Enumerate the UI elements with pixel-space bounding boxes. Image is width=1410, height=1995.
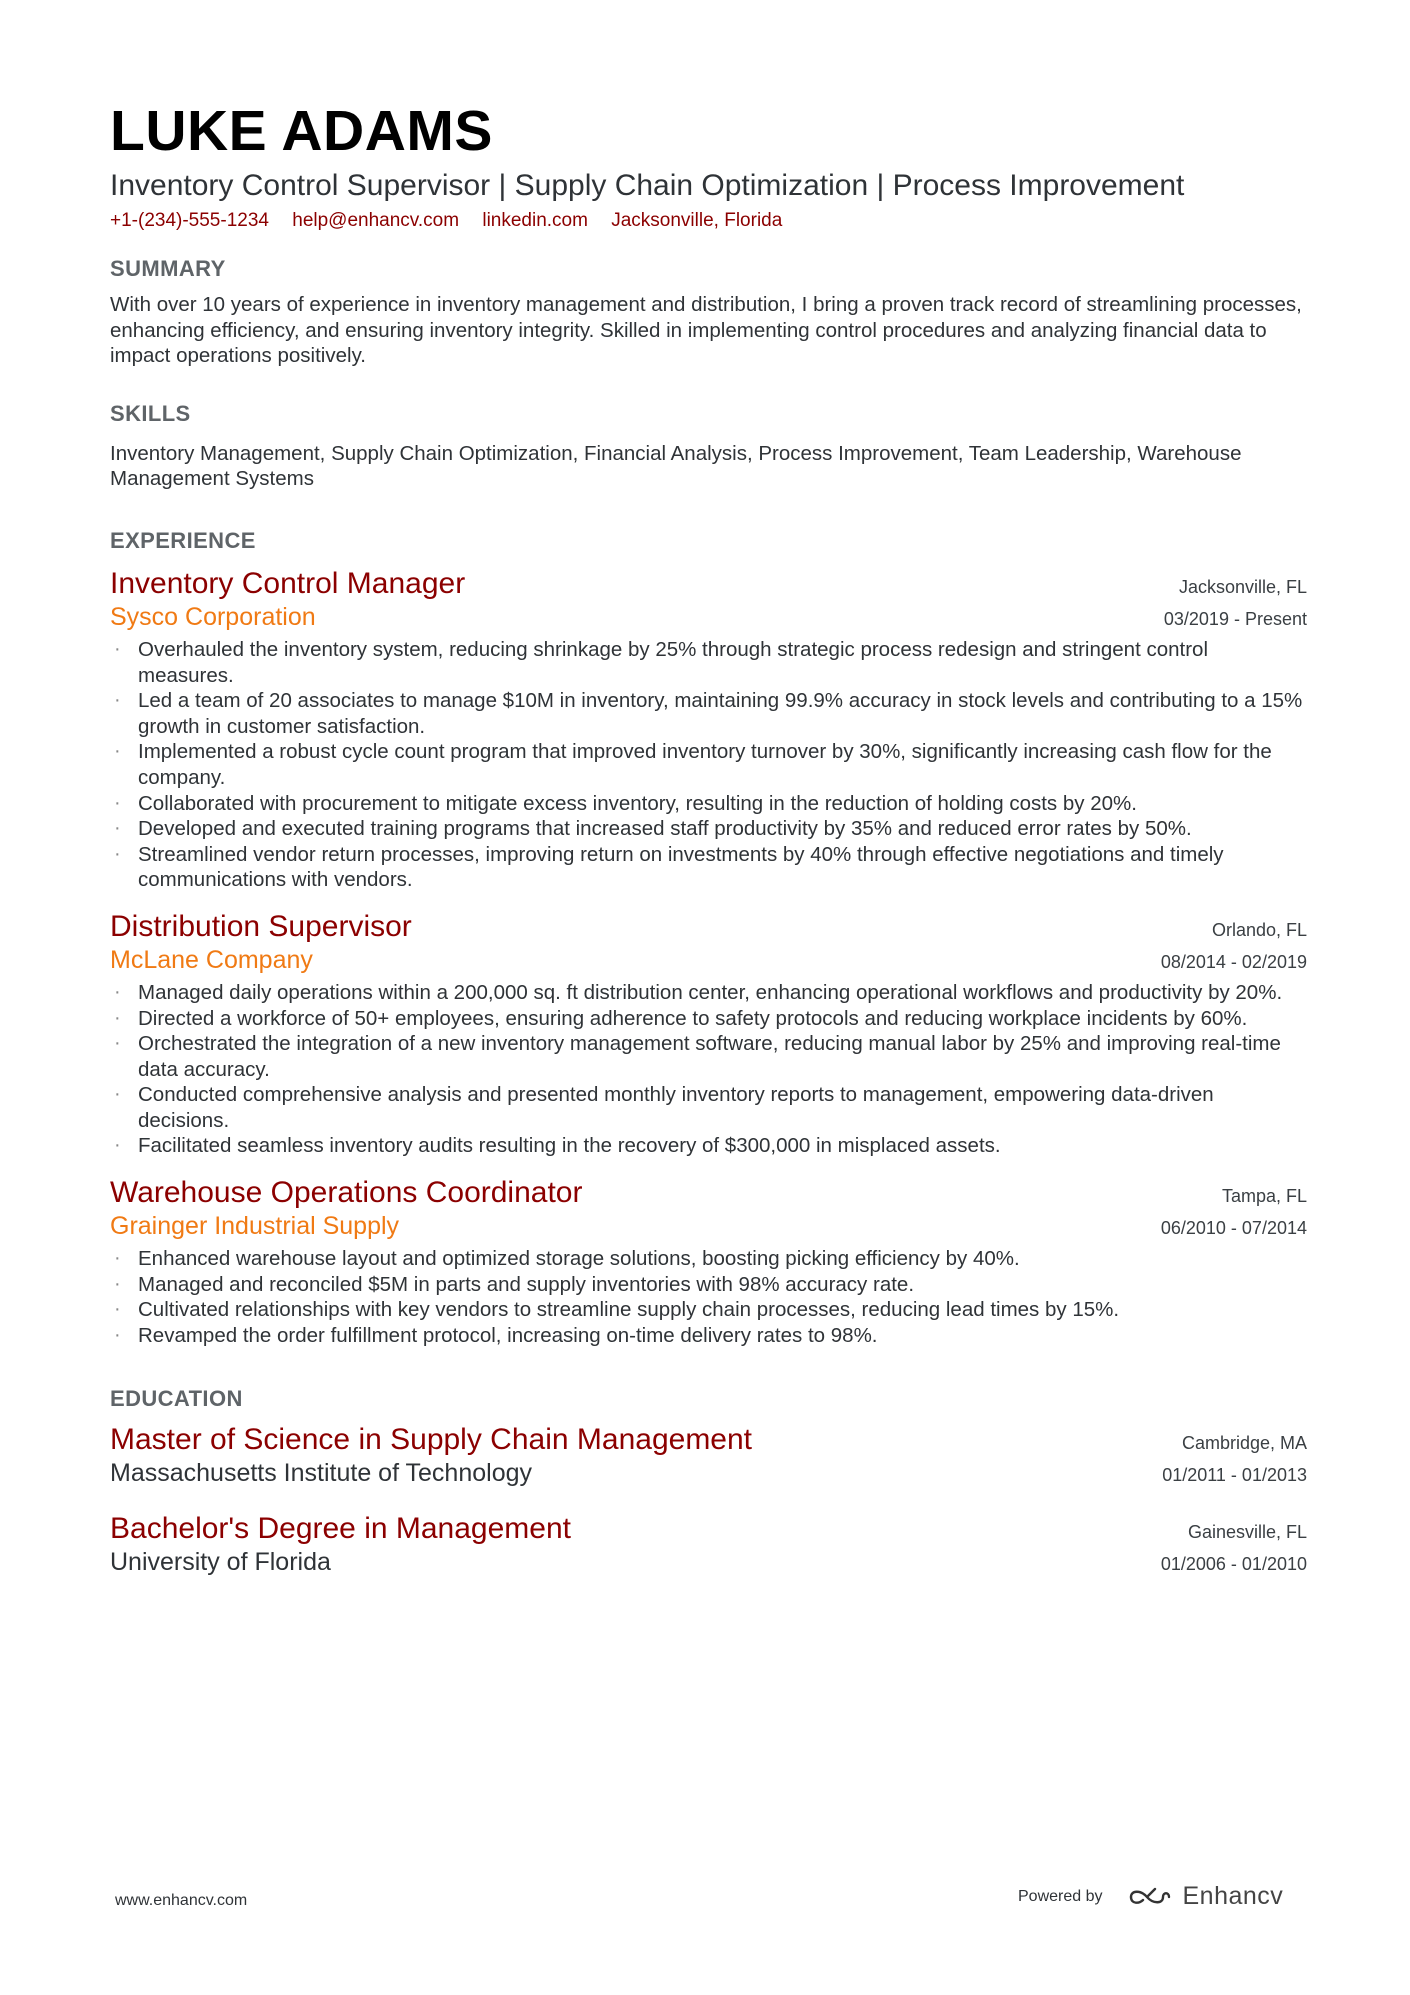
job-entry: [110, 909, 1307, 1159]
contact-line: [110, 208, 1307, 234]
contact-location: Jacksonville, Florida: [611, 210, 783, 231]
job-location: Jacksonville, FL: [1178, 576, 1307, 597]
bullet-item: · Managed daily operations within a 200,000 sq. ft distribution center, enhancing operational workflows and productivity by 20%.: [110, 980, 1307, 1006]
contact-linkedin[interactable]: linkedin.com: [482, 210, 588, 231]
education-section: [110, 1384, 1307, 1578]
contact-phone[interactable]: +1-(234)-555-1234: [110, 210, 269, 231]
job-location: Tampa, FL: [1221, 1186, 1307, 1207]
summary-text: With over 10 years of experience in inventory management and distribution, I bring a proven track record of streamlining processes, enhancing efficiency, and ensuring inventory integrity. Skilled in implementing control procedures and analyzing financial data to impact operations positively.: [110, 293, 1302, 368]
brand-name: Enhancv: [1182, 1882, 1284, 1910]
education-dates: 01/2006 - 01/2010: [1160, 1554, 1307, 1575]
school-name: University of Florida: [110, 1548, 331, 1577]
job-role: Inventory Control Manager: [110, 566, 466, 600]
bullet-item: · Implemented a robust cycle count program that improved inventory turnover by 30%, significantly increasing cash flow for the company.: [110, 739, 1307, 790]
summary-heading: SUMMARY: [110, 256, 226, 281]
job-role: Distribution Supervisor: [110, 909, 412, 943]
candidate-title: Inventory Control Supervisor | Supply Chain Optimization | Process Improvement: [110, 169, 1185, 202]
summary-section: [110, 254, 1307, 369]
degree-title: Master of Science in Supply Chain Management: [110, 1423, 753, 1457]
job-bullets: [110, 1246, 1307, 1348]
school-name: Massachusetts Institute of Technology: [110, 1459, 532, 1488]
degree-title: Bachelor's Degree in Management: [110, 1512, 571, 1546]
bullet-item: · Directed a workforce of 50+ employees, ensuring adherence to safety protocols and reducing workplace incidents by 60%.: [110, 1006, 1307, 1032]
skills-text: Inventory Management, Supply Chain Optimization, Financial Analysis, Process Improvement, Team Leadership, Warehouse Management Systems: [110, 441, 1242, 491]
job-bullets: [110, 980, 1307, 1159]
bullet-item: · Revamped the order fulfillment protocol, increasing on-time delivery rates to 98%.: [110, 1323, 1307, 1349]
bullet-item: · Collaborated with procurement to mitigate excess inventory, resulting in the reduction of holding costs by 20%.: [110, 791, 1307, 817]
job-dates: 06/2010 - 07/2014: [1160, 1218, 1307, 1239]
resume-header: [110, 98, 1307, 234]
job-company: McLane Company: [110, 945, 313, 974]
job-entry: [110, 566, 1307, 893]
bullet-item: · Enhanced warehouse layout and optimized storage solutions, boosting picking efficiency by 40%.: [110, 1246, 1307, 1272]
education-heading: EDUCATION: [110, 1386, 243, 1412]
bullet-item: · Led a team of 20 associates to manage $10M in inventory, maintaining 99.9% accuracy in stock levels and contributing to a 15% growth in customer satisfaction.: [110, 688, 1307, 739]
bullet-item: · Overhauled the inventory system, reducing shrinkage by 25% through strategic process redesign and stringent control measures.: [110, 637, 1307, 688]
bullet-item: · Developed and executed training programs that increased staff productivity by 35% and reduced error rates by 50%.: [110, 816, 1307, 842]
job-company: Grainger Industrial Supply: [110, 1212, 400, 1241]
job-company: Sysco Corporation: [110, 602, 316, 631]
experience-section: [110, 526, 1307, 1348]
resume-page: [110, 98, 1307, 1578]
education-entry: [110, 1511, 1307, 1578]
education-location: Cambridge, MA: [1181, 1433, 1307, 1454]
bullet-item: · Cultivated relationships with key vendors to streamline supply chain processes, reducing lead times by 15%.: [110, 1297, 1307, 1323]
job-role: Warehouse Operations Coordinator: [110, 1176, 583, 1210]
skills-section: [110, 399, 1307, 492]
bullet-item: · Streamlined vendor return processes, improving return on investments by 40% through effective negotiations and timely communications with vendors.: [110, 842, 1307, 893]
education-dates: 01/2011 - 01/2013: [1162, 1465, 1307, 1486]
bullet-item: · Orchestrated the integration of a new inventory management software, reducing manual labor by 25% and improving real-time data accuracy.: [110, 1031, 1307, 1082]
job-entry: [110, 1175, 1307, 1348]
footer-url[interactable]: www.enhancv.com: [115, 1892, 248, 1909]
bullet-item: · Facilitated seamless inventory audits resulting in the recovery of $300,000 in misplaced assets.: [110, 1133, 1307, 1159]
job-location: Orlando, FL: [1211, 919, 1307, 940]
contact-email[interactable]: help@enhancv.com: [292, 210, 460, 231]
bullet-item: · Managed and reconciled $5M in parts and supply inventories with 98% accuracy rate.: [110, 1272, 1307, 1298]
job-dates: 03/2019 - Present: [1163, 608, 1307, 629]
job-bullets: [110, 637, 1307, 893]
enhancv-logo[interactable]: [1127, 1882, 1284, 1911]
candidate-name: LUKE ADAMS: [110, 99, 493, 163]
enhancv-logo-icon: [1127, 1885, 1173, 1909]
powered-by-label: Powered by: [1018, 1887, 1103, 1905]
skills-heading: SKILLS: [110, 400, 191, 426]
footer-brand: [1018, 1882, 1283, 1911]
education-location: Gainesville, FL: [1187, 1522, 1307, 1543]
experience-heading: EXPERIENCE: [110, 527, 256, 553]
education-entry: [110, 1422, 1307, 1489]
job-dates: 08/2014 - 02/2019: [1160, 951, 1307, 972]
bullet-item: · Conducted comprehensive analysis and presented monthly inventory reports to management, empowering data-driven decisions.: [110, 1082, 1307, 1133]
